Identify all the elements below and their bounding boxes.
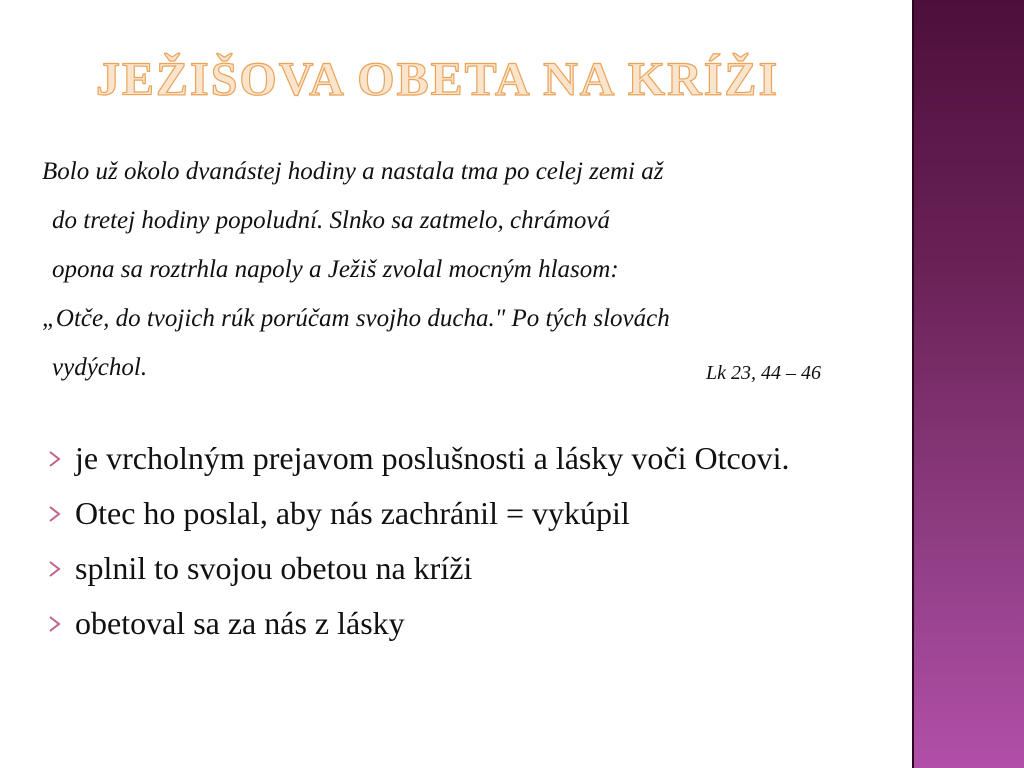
bullet-item [44, 601, 900, 646]
quote-line: vydýchol. [52, 354, 148, 381]
bullet-item [44, 436, 900, 481]
chevron-right-icon [46, 505, 64, 523]
bullet-item [44, 546, 900, 591]
bullet-text: Otec ho poslal, aby nás zachránil = vykúpil [75, 495, 630, 531]
bullet-list [44, 436, 900, 646]
bullet-item [44, 491, 900, 536]
slide-title: JEŽIŠOVA OBETA NA KRÍŽI [96, 53, 780, 106]
quote-line: „Otče, do tvojich rúk porúčam svojho ducha." Po tých slovách [42, 305, 670, 332]
quote-line: Bolo už okolo dvanástej hodiny a nastala tma po celej zemi až [42, 158, 664, 185]
chevron-right-icon [46, 615, 64, 633]
chevron-right-icon [46, 560, 64, 578]
bullet-text: obetoval sa za nás z lásky [75, 605, 405, 641]
quote-line: do tretej hodiny popoludní. Slnko sa zatmelo, chrámová [52, 207, 611, 234]
quote-line: opona sa roztrhla napoly a Ježiš zvolal mocným hlasom: [52, 256, 619, 283]
scripture-reference: Lk 23, 44 – 46 [706, 362, 821, 384]
bullet-text: splnil to svojou obetou na kríži [75, 550, 473, 586]
bullet-text: je vrcholným prejavom poslušnosti a lásky voči Otcovi. [75, 440, 790, 476]
chevron-right-icon [46, 450, 64, 468]
decorative-side-bar [912, 0, 1024, 768]
